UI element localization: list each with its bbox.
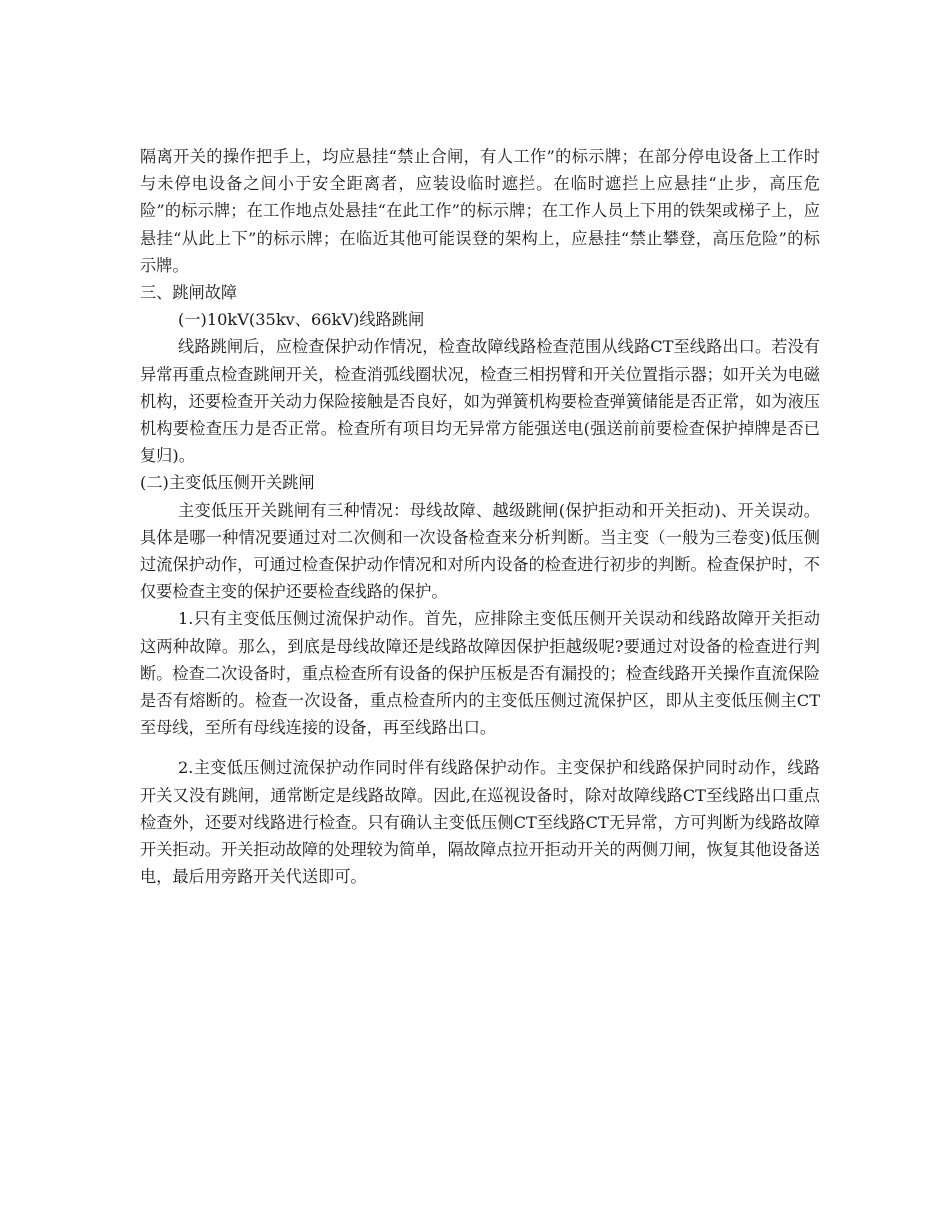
document-body (140, 143, 820, 890)
paragraph-case-two: 2.主变低压侧过流保护动作同时伴有线路保护动作。主变保护和线路保护同时动作，线路开关又没有跳闸，通常断定是线路故障。因此,在巡视设备时，除对故障线路CT至线路出口重点检查外，还要对线路进行检查。只有确认主变低压侧CT至线路CT无异常，方可判断为线路故障开关拒动。开关拒动故障的处理较为简单，隔故障点拉开拒动开关的两侧刀闸，恢复其他设备送电，最后用旁路开关代送即可。 (140, 758, 820, 887)
subsection-heading-line-trip: (一)10kV(35kv、66kV)线路跳闸 (178, 310, 425, 330)
paragraph-signage: 隔离开关的操作把手上，均应悬挂“禁止合闸，有人工作”的标示牌；在部分停电设备上工作时与未停电设备之间小于安全距离者，应装设临时遮拦。在临时遮拦上应悬挂“止步，高压危险”的标示牌；在工作地点处悬挂“在此工作”的标示牌；在工作人员上下用的铁架或梯子上，应悬挂“从此上下”的标示牌；在临近其他可能误登的架构上，应悬挂“禁止攀登，高压危险”的标示牌。 (140, 147, 820, 275)
paragraph-line-trip: 线路跳闸后，应检查保护动作情况，检查故障线路检查范围从线路CT至线路出口。若没有异常再重点检查跳闸开关，检查消弧线圈状况，检查三相拐臂和开关位置指示器；如开关为电磁机构，还要检查开关动力保险接触是否良好，如为弹簧机构要检查弹簧储能是否正常，如为液压机构要检查压力是否正常。检查所有项目均无异常方能强送电(强送前前要检查保护掉牌是否已复归)。 (140, 337, 820, 466)
subsection-heading-low-voltage-trip: (二)主变低压侧开关跳闸 (140, 473, 315, 493)
paragraph-case-one: 1.只有主变低压侧过流保护动作。首先，应排除主变低压侧开关误动和线路故障开关拒动这两种故障。那么，到底是母线故障还是线路故障因保护拒越级呢?要通过对设备的检查进行判断。检查二次设备时，重点检查所有设备的保护压板是否有漏投的；检查线路开关操作直流保险是否有熔断的。检查一次设备，重点检查所内的主变低压侧过流保护区，即从主变低压侧主CT至母线，至所有母线连接的设备，再至线路出口。 (140, 609, 820, 738)
section-heading-trip-faults: 三、跳闸故障 (140, 283, 238, 303)
paragraph-low-voltage-trip-cases: 主变低压开关跳闸有三种情况：母线故障、越级跳闸(保护拒动和开关拒动)、开关误动。具体是哪一种情况要通过对二次侧和一次设备检查来分析判断。当主变（一般为三卷变)低压侧过流保护动作，可通过检查保护动作情况和对所内设备的检查进行初步的判断。检查保护时，不仅要检查主变的保护还要检查线路的保护。 (140, 500, 820, 602)
